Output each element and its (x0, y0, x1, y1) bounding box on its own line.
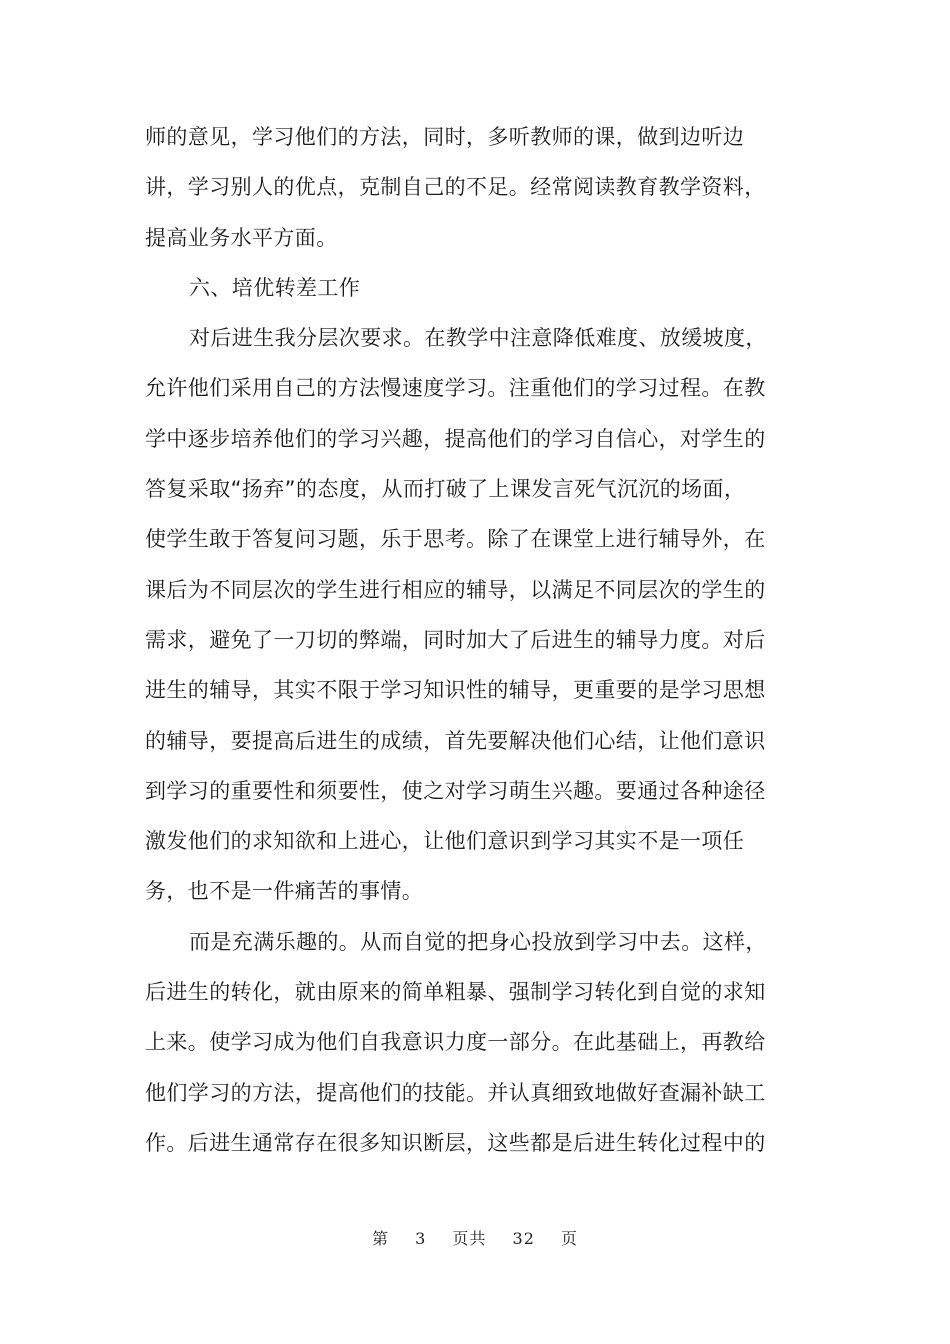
text-line: 激发他们的求知欲和上进心，让他们意识到学习其实不是一项任 (145, 829, 745, 854)
text-line: 上来。使学习成为他们自我意识力度一部分。在此基础上，再教给 (145, 1030, 766, 1055)
text-line: 务，也不是一件痛苦的事情。 (145, 879, 424, 904)
body-text (145, 112, 805, 1168)
footer-suffix: 页 (560, 1229, 578, 1248)
text-line: 他们学习的方法，提高他们的技能。并认真细致地做好查漏补缺工 (145, 1080, 766, 1105)
text-line: 讲，学习别人的优点，克制自己的不足。经常阅读教育教学资料， (145, 175, 766, 200)
footer-middle: 页共 (452, 1229, 487, 1248)
text-line: 而是充满乐趣的。从而自觉的把身心投放到学习中去。这样， (189, 929, 767, 954)
text-line: 允许他们采用自己的方法慢速度学习。注重他们的学习过程。在教 (145, 376, 766, 401)
text-line: 课后为不同层次的学生进行相应的辅导，以满足不同层次的学生的 (145, 577, 766, 602)
current-page-number: 3 (415, 1229, 427, 1248)
text-line: 学中逐步培养他们的学习兴趣，提高他们的学习自信心，对学生的 (145, 426, 766, 451)
text-line: 作。后进生通常存在很多知识断层，这些都是后进生转化过程中的 (145, 1130, 766, 1155)
text-line: 到学习的重要性和须要性，使之对学习萌生兴趣。要通过各种途径 (145, 778, 766, 803)
text-line: 对后进生我分层次要求。在教学中注意降低难度、放缓坡度， (189, 326, 767, 351)
text-line: 答复采取“扬弃”的态度，从而打破了上课发言死气沉沉的场面， (145, 477, 746, 502)
text-line: 使学生敢于答复问习题，乐于思考。除了在课堂上进行辅导外，在 (145, 527, 766, 552)
text-line: 的辅导，要提高后进生的成绩，首先要解决他们心结，让他们意识 (145, 728, 766, 753)
text-line: 进生的辅导，其实不限于学习知识性的辅导，更重要的是学习思想 (145, 678, 766, 703)
footer-prefix: 第 (372, 1229, 390, 1248)
text-line: 后进生的转化，就由原来的简单粗暴、强制学习转化到自觉的求知 (145, 980, 766, 1005)
text-line: 师的意见，学习他们的方法，同时，多听教师的课，做到边听边 (145, 125, 745, 149)
page-footer (0, 1226, 950, 1249)
text-line: 需求，避免了一刀切的弊端，同时加大了后进生的辅导力度。对后 (145, 627, 766, 652)
section-heading: 六、培优转差工作 (189, 275, 361, 300)
total-pages-number: 32 (512, 1229, 535, 1248)
text-line: 提高业务水平方面。 (145, 225, 338, 250)
